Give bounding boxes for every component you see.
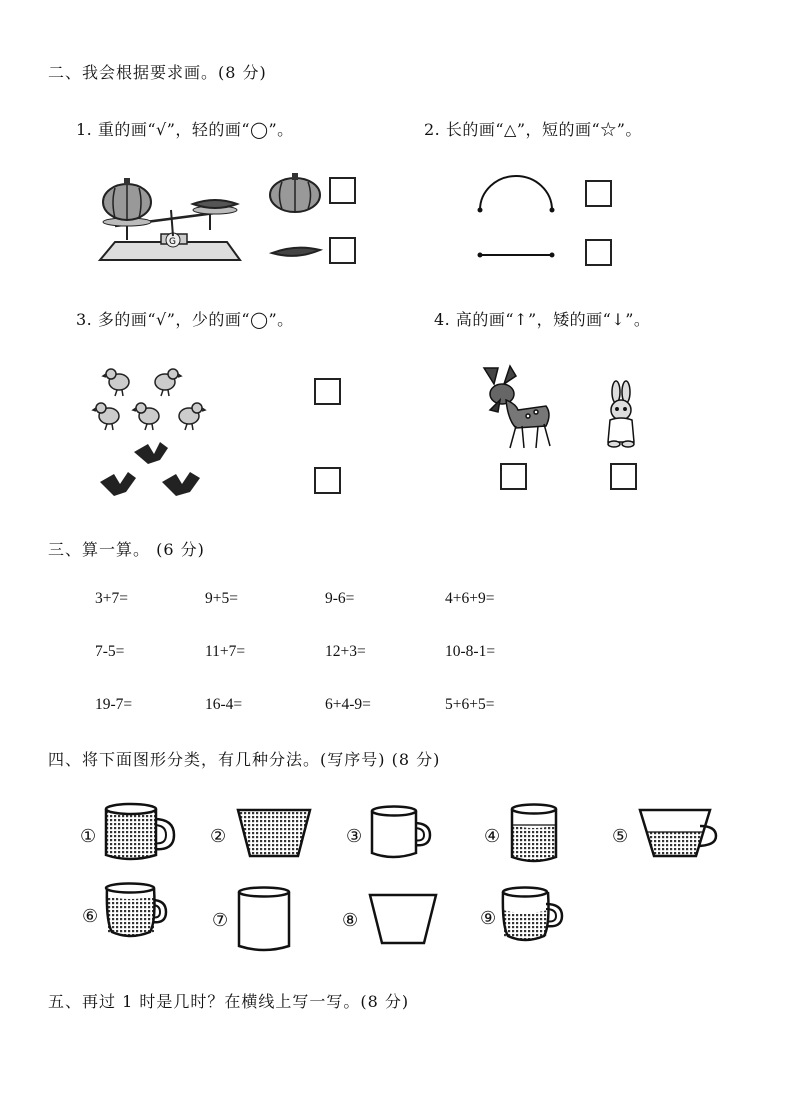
answer-box-line[interactable] bbox=[585, 239, 612, 266]
calc-item: 19-7= bbox=[95, 696, 133, 713]
calc-item: 5+6+5= bbox=[445, 696, 495, 713]
cucumber-icon bbox=[270, 244, 322, 260]
section-2-title: 二、我会根据要求画。(8 分) bbox=[48, 63, 267, 82]
question-4-text: 4. 高的画“↑”，矮的画“↓”。 bbox=[434, 310, 651, 329]
shape-label-8: ⑧ bbox=[342, 910, 359, 931]
answer-box-deer[interactable] bbox=[500, 463, 527, 490]
balance-scale-image bbox=[95, 160, 245, 270]
section-5-title: 五、再过 1 时是几时？在横线上写一写。(8 分) bbox=[48, 992, 410, 1011]
calc-item: 9-6= bbox=[325, 590, 355, 607]
answer-box-rabbit[interactable] bbox=[610, 463, 637, 490]
shape-label-6: ⑥ bbox=[82, 906, 99, 927]
pumpkin-icon bbox=[268, 172, 322, 214]
shape-4-half-filled-cylinder bbox=[508, 803, 560, 865]
calc-item: 16-4= bbox=[205, 696, 243, 713]
cup-9-half-filled-handle bbox=[500, 886, 564, 946]
cup-6-mostly-filled-handle bbox=[104, 882, 168, 942]
answer-box-pumpkin[interactable] bbox=[329, 177, 356, 204]
question-2-text: 2. 长的画“△”，短的画“☆”。 bbox=[424, 120, 642, 139]
calc-item: 12+3= bbox=[325, 643, 366, 660]
calc-item: 10-8-1= bbox=[445, 643, 496, 660]
question-1-text: 1. 重的画“√”，轻的画“◯”。 bbox=[76, 120, 294, 139]
shape-label-5: ⑤ bbox=[612, 826, 629, 847]
calc-item: 4+6+9= bbox=[445, 590, 495, 607]
shape-2-dotted-trapezoid bbox=[236, 808, 312, 858]
birds-image bbox=[100, 442, 210, 502]
shape-label-9: ⑨ bbox=[480, 908, 497, 929]
calc-item: 11+7= bbox=[205, 643, 246, 660]
calc-item: 7-5= bbox=[95, 643, 125, 660]
shape-7-plain-cylinder bbox=[236, 886, 292, 954]
rabbit-image bbox=[600, 380, 644, 450]
shape-label-7: ⑦ bbox=[212, 910, 229, 931]
calc-item: 9+5= bbox=[205, 590, 238, 607]
answer-box-arc[interactable] bbox=[585, 180, 612, 207]
chickens-image bbox=[95, 360, 215, 438]
arc-line-image bbox=[476, 172, 556, 212]
section-4-title: 四、将下面图形分类，有几种分法。(写序号) (8 分) bbox=[48, 750, 441, 769]
calc-item: 6+4-9= bbox=[325, 696, 371, 713]
straight-line-image bbox=[476, 250, 556, 260]
cup-1-dotted-tall-handle bbox=[102, 803, 178, 863]
answer-box-chickens[interactable] bbox=[314, 378, 341, 405]
calc-item: 3+7= bbox=[95, 590, 128, 607]
shape-label-2: ② bbox=[210, 826, 227, 847]
section-3-title: 三、算一算。 (6 分) bbox=[48, 540, 205, 559]
shape-label-4: ④ bbox=[484, 826, 501, 847]
answer-box-cucumber[interactable] bbox=[329, 237, 356, 264]
shape-label-1: ① bbox=[80, 826, 97, 847]
cup-5-half-filled-trapezoid-handle bbox=[638, 808, 718, 860]
shape-label-3: ③ bbox=[346, 826, 363, 847]
question-3-text: 3. 多的画“√”，少的画“◯”。 bbox=[76, 310, 294, 329]
deer-image bbox=[476, 360, 556, 452]
cup-3-plain-handle bbox=[368, 805, 432, 863]
svg-text:G: G bbox=[169, 237, 176, 247]
shape-8-plain-trapezoid bbox=[368, 893, 438, 945]
answer-box-birds[interactable] bbox=[314, 467, 341, 494]
